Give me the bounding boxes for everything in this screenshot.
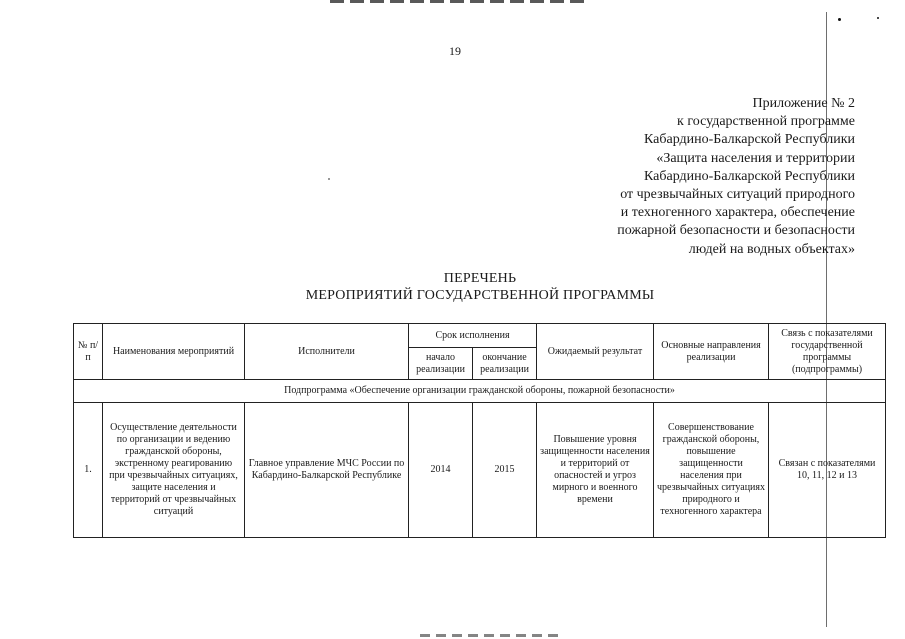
header-executors: Исполнители [245,324,409,380]
appendix-line: Приложение № 2 [752,96,855,111]
appendix-line: пожарной безопасности и безопасности [617,223,855,239]
header-end: окончание реализации [473,348,537,380]
document-title [270,270,690,304]
document-title-line2: МЕРОПРИЯТИЙ ГОСУДАРСТВЕННОЙ ПРОГРАММЫ [305,288,655,303]
cell-end: 2015 [473,403,537,538]
appendix-line: людей на водных объектах» [688,241,855,257]
appendix-line: к государственной программе [677,114,855,130]
cell-start: 2014 [409,403,473,538]
scan-artifact-bottom [420,634,560,637]
document-title-line1: ПЕРЕЧЕНЬ [443,271,517,286]
header-num: № п/п [74,324,103,380]
header-directions: Основные направления реализации [654,324,769,380]
cell-result: Повышение уровня защищенности населения и территорий от опасностей и угроз мирного и военного времени [537,403,654,538]
cell-executors: Главное управление МЧС России по Кабардино-Балкарской Республике [245,403,409,538]
subprogram-row: Подпрограмма «Обеспечение организации гражданской обороны, пожарной безопасности» [74,380,886,403]
measures-table [73,323,886,538]
scan-speck [877,17,879,19]
page-number: 19 [449,44,461,58]
header-result: Ожидаемый результат [537,324,654,380]
cell-directions: Совершенствование гражданской обороны, повышение защищенности населения при чрезвычайных ситуациях природного и техногенного характера [654,403,769,538]
appendix-line: от чрезвычайных ситуаций природного [620,187,855,203]
scan-speck [328,178,330,180]
appendix-line: и техногенного характера, обеспечение [620,205,855,221]
scan-artifact-top [330,0,590,3]
appendix-line: «Защита населения и территории [656,150,855,166]
header-name: Наименования мероприятий [103,324,245,380]
appendix-line: Кабардино-Балкарской Республики [644,132,855,148]
appendix-block [435,95,855,259]
cell-link: Связан с показателями 10, 11, 12 и 13 [769,403,886,538]
header-start: начало реализации [409,348,473,380]
scan-speck [838,18,841,21]
cell-num: 1. [74,403,103,538]
table-row [74,403,886,538]
appendix-line: Кабардино-Балкарской Республики [644,168,855,184]
header-link: Связь с показателями государственной программы (подпрограммы) [769,324,886,380]
header-term: Срок исполнения [409,324,537,348]
cell-name: Осуществление деятельности по организации и ведению гражданской обороны, экстренному реагированию при чрезвычайных ситуациях, защите населения и территорий от чрезвычайных ситуаций [103,403,245,538]
